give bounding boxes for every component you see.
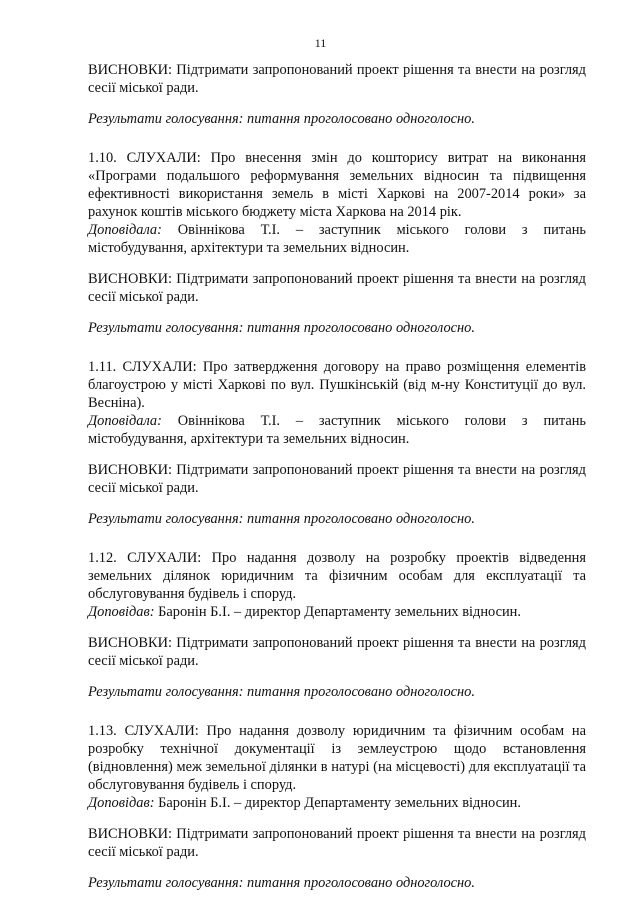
speaker-role: Доповідала:	[88, 413, 162, 429]
conclusion-text: ВИСНОВКИ: Підтримати запропонований проект рішення та внести на розгляд сесії міської ради.	[88, 62, 586, 96]
conclusion-text: ВИСНОВКИ: Підтримати запропонований проект рішення та внести на розгляд сесії міської ради.	[88, 635, 586, 669]
speaker-name: Овіннікова Т.І. – заступник міського голови з питань містобудування, архітектури та земельних відносин.	[88, 222, 586, 256]
speaker-line	[88, 603, 586, 621]
conclusion-text: ВИСНОВКИ: Підтримати запропонований проект рішення та внести на розгляд сесії міської ради.	[88, 826, 586, 860]
agenda-item-1-12	[88, 549, 586, 701]
page-content	[88, 61, 586, 913]
speaker-line	[88, 221, 586, 257]
heard-text: 1.13. СЛУХАЛИ: Про надання дозволу юридичним та фізичним особам на розробку технічної документації із землеустрою щодо встановлення (відновлення) меж земельної ділянки в натурі (на місцевості) для експлуатації та обслуговування будівель і споруд.	[88, 723, 586, 793]
speaker-line	[88, 794, 586, 812]
voting-result: Результати голосування: питання проголосовано одноголосно.	[88, 320, 475, 336]
voting-result: Результати голосування: питання проголосовано одноголосно.	[88, 111, 475, 127]
voting-result: Результати голосування: питання проголосовано одноголосно.	[88, 511, 475, 527]
heard-text: 1.12. СЛУХАЛИ: Про надання дозволу на розробку проектів відведення земельних ділянок юридичним та фізичним особам для експлуатації та обслуговування будівель і споруд.	[88, 550, 586, 602]
agenda-item-1-10	[88, 149, 586, 337]
speaker-name: Баронін Б.І. – директор Департаменту земельних відносин.	[158, 795, 521, 811]
heard-text: 1.11. СЛУХАЛИ: Про затвердження договору на право розміщення елементів благоустрою у місті Харкові по вул. Пушкінській (від м-ну Конституції до вул. Весніна).	[88, 359, 586, 411]
heard-text: 1.10. СЛУХАЛИ: Про внесення змін до кошторису витрат на виконання «Програми подальшого реформування земельних відносин та підвищення ефективності використання земель в місті Харкові на 2007-2014 роки» за рахунок коштів міського бюджету міста Харкова на 2014 рік.	[88, 150, 586, 220]
page-number: 11	[314, 36, 327, 50]
conclusion-text: ВИСНОВКИ: Підтримати запропонований проект рішення та внести на розгляд сесії міської ради.	[88, 462, 586, 496]
speaker-line	[88, 412, 586, 448]
agenda-item-1-11	[88, 358, 586, 528]
conclusion-text: ВИСНОВКИ: Підтримати запропонований проект рішення та внести на розгляд сесії міської ради.	[88, 271, 586, 305]
agenda-item-1-13	[88, 722, 586, 892]
speaker-role: Доповідав:	[88, 795, 155, 811]
voting-result: Результати голосування: питання проголосовано одноголосно.	[88, 684, 475, 700]
voting-result: Результати голосування: питання проголосовано одноголосно.	[88, 875, 475, 891]
speaker-role: Доповідав:	[88, 604, 155, 620]
speaker-name: Овіннікова Т.І. – заступник міського голови з питань містобудування, архітектури та земельних відносин.	[88, 413, 586, 447]
speaker-role: Доповідала:	[88, 222, 162, 238]
speaker-name: Баронін Б.І. – директор Департаменту земельних відносин.	[158, 604, 521, 620]
